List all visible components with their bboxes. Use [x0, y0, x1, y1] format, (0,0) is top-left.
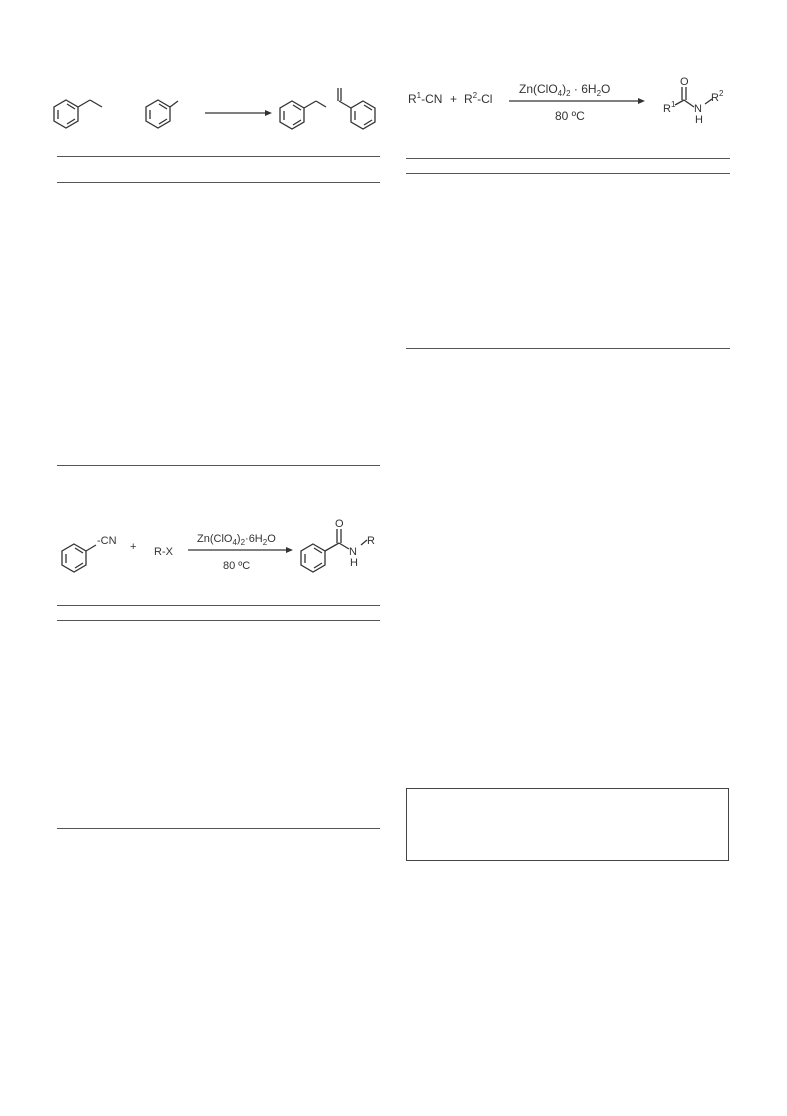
table2-header-rule [57, 620, 380, 621]
reagent-label: $Zn(ClO_4)_2 \cdot 6H_2O$ [519, 82, 611, 98]
r-group: R [367, 535, 375, 547]
product-r1: $R^1$ [663, 100, 676, 115]
table3-header-rule [406, 173, 730, 174]
reaction-arrow [205, 110, 272, 116]
plus-sign: + [450, 92, 458, 106]
reaction-arrow [509, 98, 645, 104]
ethylbenzene-structure [54, 100, 102, 128]
amide-hydrogen: H [695, 114, 703, 126]
empty-text-box [406, 788, 729, 861]
plus-sign: + [130, 541, 137, 553]
product-structure [280, 88, 375, 129]
table3-top-rule [406, 158, 730, 159]
table1-bottom-rule [57, 465, 380, 466]
scheme-1 [50, 80, 390, 140]
product-r2: $R^2$ [711, 89, 724, 104]
table1-header-rule [57, 182, 380, 183]
carbonyl-oxygen: O [680, 76, 689, 88]
scheme-3 [400, 72, 740, 132]
reagent-label: $Zn(ClO_4)_2\cdot 6H_2O$ [197, 533, 276, 547]
table3-bottom-rule [406, 348, 730, 349]
toluene-structure [146, 100, 178, 128]
scheme-3-drawing [400, 72, 740, 132]
reaction-arrow [188, 547, 293, 553]
amide-hydrogen: H [350, 557, 358, 569]
scheme-2-drawing [50, 518, 390, 588]
temperature-label: 80 ºC [555, 109, 585, 123]
nitrile-reactant: $R^1-CN$ [408, 91, 443, 106]
chloride-reactant: $R^2-Cl$ [464, 91, 493, 106]
scheme-2 [50, 518, 390, 588]
table1-top-rule [57, 156, 380, 157]
amide-nitrogen: N [694, 103, 702, 115]
table2-bottom-rule [57, 828, 380, 829]
table2-top-rule [57, 605, 380, 606]
carbonyl-oxygen: O [335, 518, 344, 530]
alkyl-halide-label: R-X [154, 546, 173, 558]
amide-nitrogen: N [349, 546, 357, 558]
temperature-label: 80 ºC [223, 560, 251, 572]
benzonitrile-structure [62, 544, 96, 572]
scheme-1-drawing [50, 80, 390, 140]
nitrile-label: -CN [97, 535, 117, 547]
